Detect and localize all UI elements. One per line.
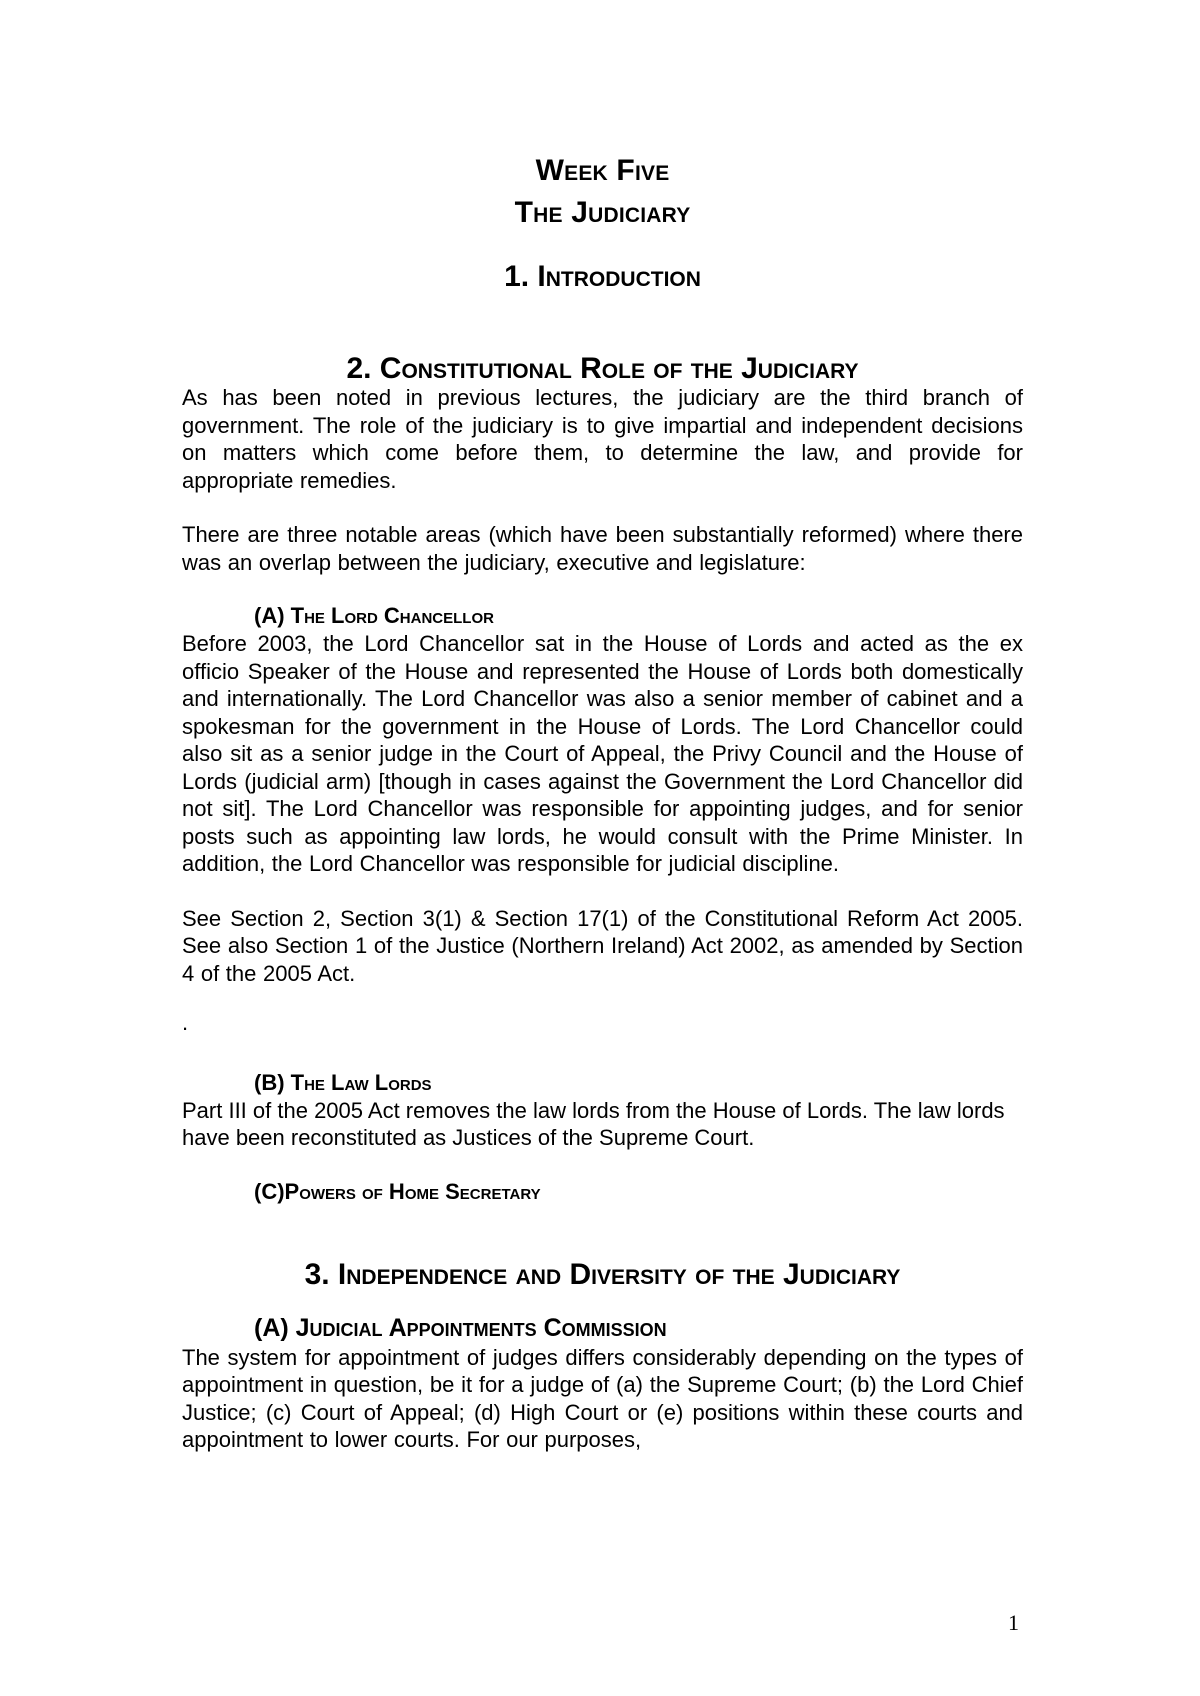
section-heading-independence-diversity: 3. Independence and Diversity of the Judiciary — [304, 1257, 901, 1291]
paragraph-constitutional-role: As has been noted in previous lectures, the judiciary are the third branch of government. The role of the judiciary is to give impartial and independent decisions on matters which come before them, to determine the law, and provide for appropriate remedies. — [182, 385, 1023, 493]
section-heading-introduction: 1. Introduction — [504, 260, 701, 293]
paragraph-overlap-areas: There are three notable areas (which have been substantially reformed) where there was an overlap between the judiciary, executive and legislature: — [182, 522, 1023, 575]
subheading-home-secretary: (C)Powers of Home Secretary — [254, 1178, 541, 1204]
page-number: 1 — [1008, 1610, 1019, 1635]
paragraph-appointments-system: The system for appointment of judges differs considerably depending on the types of appointment in question, be it for a judge of (a) the Supreme Court; (b) the Lord Chief Justice; (c) Court of Appeal; (d) High Court or (e) positions within these courts and appointment to lower courts. For our purposes, — [182, 1344, 1023, 1452]
subheading-law-lords: (B) The Law Lords — [254, 1069, 432, 1095]
document-body — [182, 150, 1023, 1454]
paragraph-statutory-references: See Section 2, Section 3(1) & Section 17(1) of the Constitutional Reform Act 2005. See also Section 1 of the Justice (Northern Ireland) Act 2002, as amended by Section 4 of the 2005 Act. — [182, 905, 1023, 986]
paragraph-law-lords: Part III of the 2005 Act removes the law lords from the House of Lords. The law lords have been reconstituted as Justices of the Supreme Court. — [182, 1097, 1005, 1150]
document-title-week: Week Five — [535, 154, 670, 187]
subheading-judicial-appointments-commission: (A) Judicial Appointments Commission — [254, 1313, 667, 1342]
section-heading-constitutional-role: 2. Constitutional Role of the Judiciary — [346, 352, 859, 385]
subheading-lord-chancellor: (A) The Lord Chancellor — [254, 603, 494, 628]
document-title-topic: The Judiciary — [514, 196, 691, 229]
stray-dot: . — [182, 1010, 189, 1035]
paragraph-lord-chancellor: Before 2003, the Lord Chancellor sat in the House of Lords and acted as the ex officio Speaker of the House and represented the House of Lords both domestically and internationally. The Lord Chancellor was also a senior member of cabinet and a spokesman for the government in the House of Lords. The Lord Chancellor could also sit as a senior judge in the Court of Appeal, the Privy Council and the House of Lords (judicial arm) [though in cases against the Government the Lord Chancellor did not sit]. The Lord Chancellor was responsible for appointing judges, and for senior posts such as appointing law lords, he would consult with the Prime Minister. In addition, the Lord Chancellor was responsible for judicial discipline. — [182, 631, 1023, 876]
